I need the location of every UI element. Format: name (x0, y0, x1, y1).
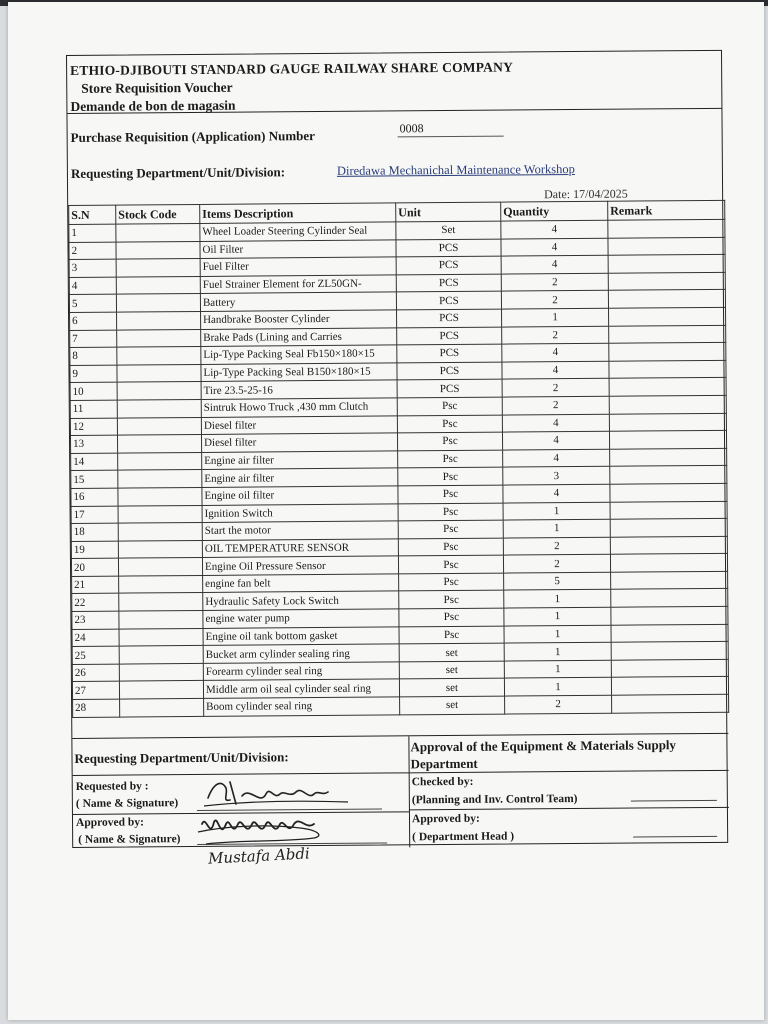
item-sn: 25 (72, 646, 119, 664)
item-sn: 14 (71, 453, 118, 471)
item-description: Sintruk Howo Truck ,430 mm Clutch (201, 398, 397, 417)
approved-by-signature (196, 810, 346, 850)
item-remark (610, 483, 727, 502)
item-stock-code (120, 698, 204, 716)
company-name: ETHIO-DJIBOUTI STANDARD GAUGE RAILWAY SHARE COMPANY (70, 59, 514, 78)
item-stock-code (117, 382, 201, 400)
item-stock-code (117, 364, 201, 382)
item-unit: Psc (399, 626, 504, 644)
item-remark (609, 395, 726, 414)
item-unit: Psc (398, 485, 503, 503)
item-unit: set (399, 661, 504, 679)
item-quantity: 1 (504, 625, 611, 643)
item-quantity: 2 (503, 555, 610, 573)
item-description: engine water pump (203, 609, 399, 628)
item-sn: 13 (70, 435, 117, 453)
item-description: Ignition Switch (202, 503, 398, 522)
item-sn: 1 (69, 224, 116, 242)
item-description: Middle arm oil seal cylinder seal ring (203, 679, 399, 698)
item-quantity: 4 (503, 484, 610, 502)
item-sn: 11 (70, 400, 117, 418)
item-sn: 5 (69, 294, 116, 312)
item-description: Engine oil tank bottom gasket (203, 627, 399, 646)
item-quantity: 2 (502, 326, 609, 344)
item-unit: PCS (396, 239, 501, 257)
item-quantity: 2 (502, 396, 609, 414)
item-quantity: 1 (504, 660, 611, 678)
item-quantity: 4 (501, 220, 608, 238)
item-stock-code (116, 223, 200, 241)
item-description: Lip-Type Packing Seal Fb150×180×15 (201, 345, 397, 364)
item-unit: Psc (398, 555, 503, 573)
requesting-department-label: Requesting Department/Unit/Division: (70, 164, 286, 181)
item-description: Forearm cylinder seal ring (203, 662, 399, 681)
item-description: Engine air filter (202, 451, 398, 470)
item-unit: PCS (397, 362, 502, 380)
item-description: Diesel filter (201, 415, 397, 434)
item-sn: 8 (70, 347, 117, 365)
item-unit: Psc (399, 608, 504, 626)
item-unit: set (400, 696, 505, 714)
name-signature-label-2: ( Name & Signature) (78, 833, 181, 846)
item-quantity: 1 (503, 519, 610, 537)
item-stock-code (117, 347, 201, 365)
item-unit: Psc (398, 520, 503, 538)
item-remark (609, 342, 726, 361)
item-unit: PCS (397, 327, 502, 345)
item-quantity: 2 (503, 537, 610, 555)
department-head-signature-line[interactable] (633, 836, 717, 838)
item-stock-code (116, 276, 200, 294)
item-quantity: 1 (503, 502, 610, 520)
col-remark: Remark (608, 200, 725, 220)
item-description: Tire 23.5-25-16 (201, 380, 397, 399)
item-quantity: 4 (502, 431, 609, 449)
form-header (67, 51, 721, 114)
item-stock-code (118, 558, 202, 576)
checked-by-label: Checked by: (411, 775, 474, 789)
item-unit: PCS (397, 344, 502, 362)
item-quantity: 2 (501, 291, 608, 309)
item-stock-code (118, 540, 202, 558)
item-description: Engine Oil Pressure Sensor (202, 556, 398, 575)
item-remark (609, 378, 726, 397)
item-unit: Psc (398, 450, 503, 468)
item-stock-code (119, 575, 203, 593)
item-remark (612, 694, 729, 713)
item-remark (608, 219, 725, 238)
item-description: Oil Filter (200, 240, 396, 259)
item-sn: 10 (70, 382, 117, 400)
item-description: OIL TEMPERATURE SENSOR (202, 539, 398, 558)
col-quantity: Quantity (501, 201, 608, 221)
item-description: Fuel Strainer Element for ZL50GN- (200, 275, 396, 294)
item-remark (611, 659, 728, 678)
item-quantity: 2 (502, 379, 609, 397)
item-sn: 4 (69, 277, 116, 295)
item-quantity: 1 (504, 607, 611, 625)
item-sn: 24 (72, 629, 119, 647)
item-unit: Psc (398, 503, 503, 521)
item-unit: Psc (397, 432, 502, 450)
item-sn: 6 (70, 312, 117, 330)
item-unit: PCS (396, 256, 501, 274)
item-sn: 26 (72, 664, 119, 682)
checked-by-signature-line[interactable] (631, 800, 717, 802)
item-description: engine fan belt (203, 574, 399, 593)
item-quantity: 3 (503, 467, 610, 485)
item-quantity: 4 (501, 238, 608, 256)
item-description: Handbrake Booster Cylinder (201, 310, 397, 329)
approved-by-label: Approved by: (75, 816, 144, 829)
item-remark (611, 606, 728, 625)
item-sn: 9 (70, 365, 117, 383)
footer-line-right-2 (409, 807, 729, 811)
department-head-label: ( Department Head ) (412, 830, 515, 844)
col-unit: Unit (396, 202, 501, 222)
approved-by-right-label: Approved by: (411, 812, 480, 826)
item-stock-code (117, 435, 201, 453)
item-stock-code (117, 417, 201, 435)
item-quantity: 4 (502, 343, 609, 361)
item-remark (608, 255, 725, 274)
item-quantity: 2 (501, 273, 608, 291)
table-row (73, 694, 729, 717)
item-stock-code (119, 611, 203, 629)
item-stock-code (119, 663, 203, 681)
item-stock-code (119, 646, 203, 664)
item-unit: Psc (398, 538, 503, 556)
item-quantity: 1 (504, 678, 611, 696)
item-quantity: 1 (502, 308, 609, 326)
item-description: Diesel filter (201, 433, 397, 452)
item-description: Engine oil filter (202, 486, 398, 505)
item-remark (610, 554, 727, 573)
footer-requesting-title: Requesting Department/Unit/Division: (74, 749, 289, 766)
item-sn: 18 (71, 523, 118, 541)
item-remark (611, 624, 728, 643)
item-sn: 7 (70, 330, 117, 348)
requested-by-signature (200, 776, 350, 810)
item-quantity: 5 (504, 572, 611, 590)
item-description: Wheel Loader Steering Cylinder Seal (200, 222, 396, 241)
item-sn: 12 (70, 418, 117, 436)
form-title-en: Store Requisition Voucher (81, 79, 233, 96)
requesting-department-value[interactable]: Diredawa Mechanichal Maintenance Workshop (336, 162, 575, 178)
item-remark (609, 325, 726, 344)
item-stock-code (119, 628, 203, 646)
item-description: Fuel Filter (200, 257, 396, 276)
item-remark (610, 536, 727, 555)
item-stock-code (116, 241, 200, 259)
item-remark (608, 290, 725, 309)
item-stock-code (118, 470, 202, 488)
item-unit: PCS (397, 309, 502, 327)
item-description: Engine air filter (202, 468, 398, 487)
item-unit: Psc (399, 573, 504, 591)
item-stock-code (117, 329, 201, 347)
item-description: Boom cylinder seal ring (204, 697, 400, 716)
item-sn: 17 (71, 506, 118, 524)
item-sn: 2 (69, 242, 116, 260)
item-stock-code (118, 505, 202, 523)
col-sn: S.N (69, 205, 116, 224)
item-remark (611, 571, 728, 590)
item-quantity: 2 (505, 695, 612, 713)
col-items-description: Items Description (200, 203, 396, 224)
item-remark (608, 272, 725, 291)
item-sn: 22 (72, 594, 119, 612)
voucher-date: Date: 17/04/2025 (544, 186, 628, 202)
item-unit: set (399, 679, 504, 697)
item-description: Brake Pads (Lining and Carries (201, 327, 397, 346)
item-remark (611, 642, 728, 661)
item-stock-code (118, 523, 202, 541)
purchase-requisition-label: Purchase Requisition (Application) Number (70, 128, 315, 145)
item-description: Lip-Type Packing Seal B150×180×15 (201, 363, 397, 382)
item-remark (610, 448, 727, 467)
item-description: Start the motor (202, 521, 398, 540)
item-unit: set (399, 643, 504, 661)
item-description: Battery (200, 292, 396, 311)
item-remark (609, 430, 726, 449)
item-sn: 15 (71, 470, 118, 488)
approval-department-title: Approval of the Equipment & Materials Supply Department (410, 737, 677, 772)
item-quantity: 4 (502, 414, 609, 432)
item-sn: 27 (72, 682, 119, 700)
item-remark (610, 518, 727, 537)
item-stock-code (118, 452, 202, 470)
item-sn: 20 (71, 558, 118, 576)
item-stock-code (119, 593, 203, 611)
item-unit: Psc (398, 467, 503, 485)
item-remark (609, 360, 726, 379)
name-signature-label-1: ( Name & Signature) (75, 797, 179, 810)
item-unit: Psc (397, 415, 502, 433)
item-quantity: 4 (503, 449, 610, 467)
col-stock-code: Stock Code (116, 204, 200, 224)
item-remark (610, 501, 727, 520)
item-sn: 3 (69, 259, 116, 277)
item-remark (611, 677, 728, 696)
items-table (68, 200, 729, 718)
item-unit: Psc (399, 591, 504, 609)
requested-by-label: Requested by : (75, 780, 149, 793)
item-unit: Psc (397, 397, 502, 415)
item-remark (609, 307, 726, 326)
approver-handwritten-name: Mustafa Abdi (207, 844, 311, 868)
item-sn: 19 (71, 541, 118, 559)
item-sn: 28 (73, 699, 120, 717)
item-quantity: 4 (502, 361, 609, 379)
item-remark (609, 413, 726, 432)
item-stock-code (117, 399, 201, 417)
item-quantity: 1 (504, 642, 611, 660)
item-stock-code (116, 259, 200, 277)
item-unit: PCS (396, 291, 501, 309)
form-footer (72, 733, 729, 850)
item-stock-code (117, 311, 201, 329)
item-sn: 16 (71, 488, 118, 506)
purchase-requisition-number[interactable]: 0008 (398, 121, 504, 138)
item-description: Hydraulic Safety Lock Switch (203, 591, 399, 610)
store-requisition-form (66, 50, 728, 848)
planning-team-label: (Planning and Inv. Control Team) (411, 793, 578, 807)
item-stock-code (118, 487, 202, 505)
item-unit: PCS (397, 379, 502, 397)
form-title-fr: Demande de bon de magasin (70, 97, 236, 114)
item-stock-code (119, 681, 203, 699)
item-remark (610, 466, 727, 485)
item-remark (611, 589, 728, 608)
item-unit: PCS (396, 274, 501, 292)
item-sn: 21 (72, 576, 119, 594)
item-quantity: 4 (501, 255, 608, 273)
item-stock-code (116, 294, 200, 312)
item-sn: 23 (72, 611, 119, 629)
item-description: Bucket arm cylinder sealing ring (203, 644, 399, 663)
item-quantity: 1 (504, 590, 611, 608)
item-remark (608, 237, 725, 256)
item-unit: Set (396, 221, 501, 239)
